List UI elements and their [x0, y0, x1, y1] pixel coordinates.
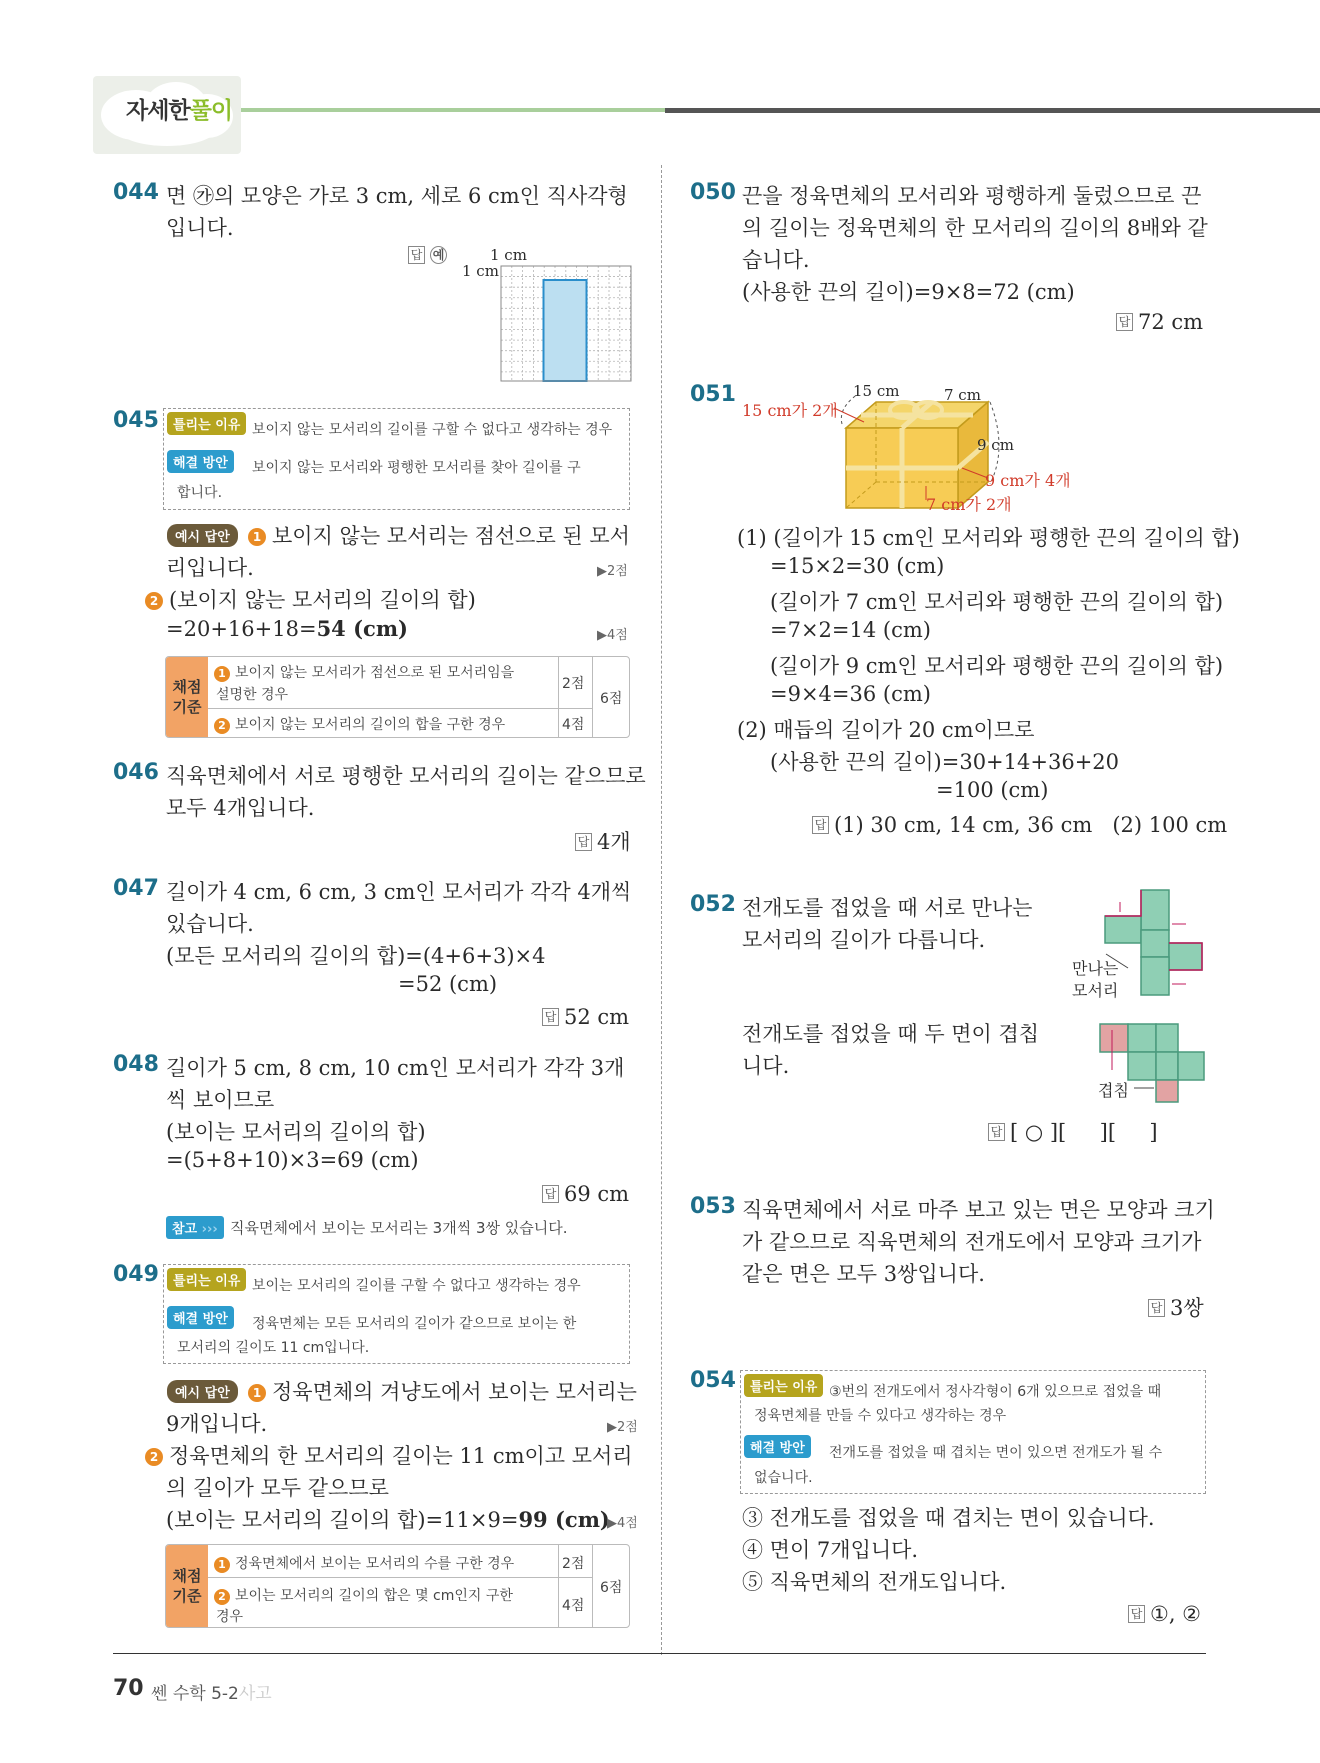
problem-number-048: 048: [113, 1052, 159, 1077]
p049-score-row2-points: 4점: [562, 1598, 585, 1614]
p045-fix-text-2: 합니다.: [177, 485, 223, 501]
p045-score-row2-points: 4점: [562, 717, 585, 733]
p045-score-row1b: 설명한 경우: [216, 687, 289, 703]
p051-label-7cm-count: 7 cm가 2개: [926, 495, 1012, 514]
p051-line-4: =7×2=14 (cm): [770, 618, 931, 642]
step-2-icon: 2: [145, 1448, 163, 1466]
p053-answer: 답 3쌍: [1148, 1292, 1204, 1322]
p044-rectangle-shape: [544, 280, 587, 381]
problem-number-049: 049: [113, 1262, 159, 1287]
problem-number-052: 052: [690, 892, 736, 917]
problem-number-045: 045: [113, 408, 159, 433]
p052-net-figure-1: [1100, 888, 1206, 998]
p045-scoring-table: [165, 656, 630, 738]
p051-line-1: (1) (길이가 15 cm인 모서리와 평행한 끈의 길이의 합): [737, 526, 1240, 550]
p049-fix-tag: 해결 방안: [167, 1306, 234, 1329]
p049-example-tag: 예시 답안: [167, 1380, 238, 1403]
p050-line-4: (사용한 끈의 길이)=9×8=72 (cm): [742, 280, 1075, 304]
answer-box-icon: 답: [1128, 1605, 1145, 1623]
p050-answer: 답 72 cm: [1116, 310, 1203, 334]
p054-wrong-tag: 틀리는 이유: [744, 1374, 823, 1397]
p044-line-1: 면 ㉮의 모양은 가로 3 cm, 세로 6 cm인 직사각형: [166, 184, 628, 208]
p054-answer: 답 ①, ②: [1128, 1602, 1201, 1626]
p048-note-tag: 참고 ›››: [166, 1216, 224, 1239]
p047-line-4: =52 (cm): [398, 972, 498, 996]
p051-line-8: (사용한 끈의 길이)=30+14+36+20: [770, 750, 1120, 774]
answer-box-icon: 답: [575, 833, 592, 851]
p049-step-2b: 의 길이가 모두 같으므로: [166, 1476, 389, 1500]
problem-number-050: 050: [690, 180, 736, 205]
p046-answer: 답 4개: [575, 826, 631, 856]
p046-line-1: 직육면체에서 서로 평행한 모서리의 길이는 같으므로: [166, 764, 646, 788]
p046-line-2: 모두 4개입니다.: [166, 796, 315, 820]
p052-line-3: 전개도를 접었을 때 두 면이 겹칩: [742, 1022, 1040, 1046]
footer-rule: [113, 1653, 1206, 1654]
p049-step-1b: 9개입니다.: [166, 1412, 268, 1436]
p045-step-1b: 리입니다.: [166, 556, 254, 580]
p051-answer: 답 (1) 30 cm, 14 cm, 36 cm (2) 100 cm: [812, 813, 1227, 837]
problem-number-046: 046: [113, 760, 159, 785]
p044-grid-label-top: 1 cm: [490, 246, 527, 264]
p045-points-2: ▶4점: [597, 628, 628, 643]
answer-box-icon: 답: [1148, 1299, 1165, 1317]
p053-line-3: 같은 면은 모두 3쌍입니다.: [742, 1262, 985, 1286]
book-title: 쎈 수학 5-2사고: [151, 1684, 272, 1704]
answer-box-icon: 답: [408, 246, 425, 264]
p045-score-row1a: 1 보이지 않는 모서리가 점선으로 된 모서리임을: [214, 662, 514, 682]
p044-grid-figure: [500, 264, 632, 382]
answer-box-icon: 답: [542, 1008, 559, 1026]
p054-wrong-text-2: 정육면체를 만들 수 있다고 생각하는 경우: [754, 1408, 1007, 1424]
p051-line-9: =100 (cm): [936, 778, 1049, 802]
page-number: 70: [113, 1676, 144, 1701]
p054-line-2: ④ 면이 7개입니다.: [742, 1538, 919, 1562]
p049-wrong-tag: 틀리는 이유: [167, 1268, 246, 1291]
p044-answer-label: [408, 246, 452, 266]
p047-line-3: (모든 모서리의 길이의 합)=(4+6+3)×4: [166, 944, 546, 968]
p052-line-4: 니다.: [742, 1054, 790, 1078]
p052-label-meet-1: 만나는: [1072, 959, 1119, 978]
p048-note-text: 직육면체에서 보이는 모서리는 3개씩 3쌍 있습니다.: [230, 1219, 568, 1237]
column-divider: [661, 165, 662, 1655]
p053-line-1: 직육면체에서 서로 마주 보고 있는 면은 모양과 크기: [742, 1198, 1215, 1222]
p049-fix-text-2: 모서리의 길이도 11 cm입니다.: [177, 1340, 370, 1356]
p045-score-total: 6점: [600, 691, 623, 707]
p048-answer: 답 69 cm: [542, 1182, 629, 1206]
p052-label-meet-2: 모서리: [1072, 981, 1119, 1000]
p049-score-row2a: 2 보이는 모서리의 길이의 합은 몇 cm인지 구한: [214, 1585, 513, 1605]
p049-step-2c: (보이는 모서리의 길이의 합)=11×9=99 (cm): [166, 1507, 610, 1532]
p045-fix-tag: 해결 방안: [167, 450, 234, 473]
header-line: [665, 108, 1320, 113]
p049-score-row2b: 경우: [216, 1609, 244, 1625]
p049-fix-text-1: 정육면체는 모든 모서리의 길이가 같으므로 보이는 한: [252, 1316, 577, 1332]
p049-scoring-table: [165, 1544, 630, 1628]
step-1-icon: 1: [248, 528, 266, 546]
p045-score-row1-points: 2점: [562, 676, 585, 692]
p045-points-1: ▶2점: [597, 564, 628, 579]
p054-line-3: ⑤ 직육면체의 전개도입니다.: [742, 1570, 1007, 1594]
p045-step-1a: 1 보이지 않는 모서리는 점선으로 된 모서: [248, 520, 630, 550]
p052-line-2: 모서리의 길이가 다릅니다.: [742, 928, 986, 952]
p049-step-1a: 1 정육면체의 겨냥도에서 보이는 모서리는: [248, 1376, 637, 1406]
p054-line-1: ③ 전개도를 접었을 때 겹치는 면이 있습니다.: [742, 1506, 1155, 1530]
p054-fix-text-2: 없습니다.: [754, 1470, 813, 1486]
p048-line-2: 씩 보이므로: [166, 1088, 275, 1112]
scoring-label: 채점 기준: [166, 1545, 208, 1627]
p051-label-15cm: 15 cm: [853, 382, 900, 400]
p047-line-2: 있습니다.: [166, 912, 254, 936]
problem-number-053: 053: [690, 1194, 736, 1219]
page-header: [0, 0, 1320, 160]
p045-wrong-text: 보이지 않는 모서리의 길이를 구할 수 없다고 생각하는 경우: [252, 422, 613, 438]
answer-box-icon: 답: [812, 816, 829, 834]
scoring-label: 채점 기준: [166, 657, 208, 737]
p049-score-row1: 1 정육면체에서 보이는 모서리의 수를 구한 경우: [214, 1553, 514, 1573]
p044-grid-label-side: 1 cm: [462, 262, 499, 280]
p051-label-9cm: 9 cm: [977, 436, 1014, 454]
p049-score-total: 6점: [600, 1580, 623, 1596]
answer-box-icon: 답: [542, 1185, 559, 1203]
p051-label-15cm-count: 15 cm가 2개: [742, 401, 838, 420]
p049-points-1: ▶2점: [607, 1420, 638, 1435]
p049-wrong-text: 보이는 모서리의 길이를 구할 수 없다고 생각하는 경우: [252, 1278, 581, 1294]
p047-answer: 답 52 cm: [542, 1005, 629, 1029]
p048-line-4: =(5+8+10)×3=69 (cm): [166, 1148, 419, 1172]
problem-number-051: 051: [690, 382, 736, 407]
p051-label-7cm: 7 cm: [944, 386, 981, 404]
p051-line-3: (길이가 7 cm인 모서리와 평행한 끈의 길이의 합): [770, 590, 1224, 614]
problem-number-054: 054: [690, 1368, 736, 1393]
p049-step-2a: 2 정육면체의 한 모서리의 길이는 11 cm이고 모서리: [145, 1440, 633, 1470]
p052-answer: 답 [ ○ ][ ][ ]: [988, 1120, 1158, 1144]
p048-line-1: 길이가 5 cm, 8 cm, 10 cm인 모서리가 각각 3개: [166, 1056, 625, 1080]
example-badge-icon: 예: [430, 246, 447, 264]
problem-number-044: 044: [113, 180, 159, 205]
p051-line-6: =9×4=36 (cm): [770, 682, 931, 706]
p051-line-5: (길이가 9 cm인 모서리와 평행한 끈의 길이의 합): [770, 654, 1224, 678]
step-2-icon: 2: [145, 592, 163, 610]
p051-line-7: (2) 매듭의 길이가 20 cm이므로: [737, 718, 1035, 742]
p049-points-2: ▶4점: [607, 1516, 638, 1531]
p050-line-3: 습니다.: [742, 248, 810, 272]
p045-step-2b: =20+16+18=54 (cm): [166, 616, 408, 641]
p051-label-9cm-count: 9 cm가 4개: [985, 471, 1071, 490]
p052-line-1: 전개도를 접었을 때 서로 만나는: [742, 896, 1033, 920]
p051-line-2: =15×2=30 (cm): [770, 554, 945, 578]
p045-wrong-tag: 틀리는 이유: [167, 412, 246, 435]
p053-line-2: 가 같으므로 직육면체의 전개도에서 모양과 크기가: [742, 1230, 1202, 1254]
p050-line-1: 끈을 정육면체의 모서리와 평행하게 둘렀으므로 끈: [742, 184, 1202, 208]
p051-callout-lines: [830, 400, 1010, 510]
p045-fix-text-1: 보이지 않는 모서리와 평행한 모서리를 찾아 길이를 구: [252, 460, 581, 476]
header-title: 자세한풀이: [126, 98, 233, 124]
p045-step-2a: 2 (보이지 않는 모서리의 길이의 합): [145, 584, 476, 614]
problem-number-047: 047: [113, 876, 159, 901]
p054-fix-text-1: 전개도를 접었을 때 겹치는 면이 있으면 전개도가 될 수: [829, 1445, 1163, 1461]
p052-label-overlap: 겹침: [1098, 1081, 1129, 1100]
p048-line-3: (보이는 모서리의 길이의 합): [166, 1120, 426, 1144]
p045-score-row2: 2 보이지 않는 모서리의 길이의 합을 구한 경우: [214, 714, 505, 734]
p047-line-1: 길이가 4 cm, 6 cm, 3 cm인 모서리가 각각 4개씩: [166, 880, 632, 904]
p045-example-tag: 예시 답안: [167, 524, 238, 547]
p050-line-2: 의 길이는 정육면체의 한 모서리의 길이의 8배와 같: [742, 216, 1208, 240]
p044-line-2: 입니다.: [166, 216, 234, 240]
p054-wrong-text-1: ③번의 전개도에서 정사각형이 6개 있으므로 접었을 때: [829, 1384, 1162, 1400]
p054-fix-tag: 해결 방안: [744, 1435, 811, 1458]
p049-score-row1-points: 2점: [562, 1556, 585, 1572]
answer-box-icon: 답: [988, 1123, 1005, 1141]
header-line-accent: [241, 108, 665, 112]
step-1-icon: 1: [248, 1384, 266, 1402]
answer-box-icon: 답: [1116, 313, 1133, 331]
